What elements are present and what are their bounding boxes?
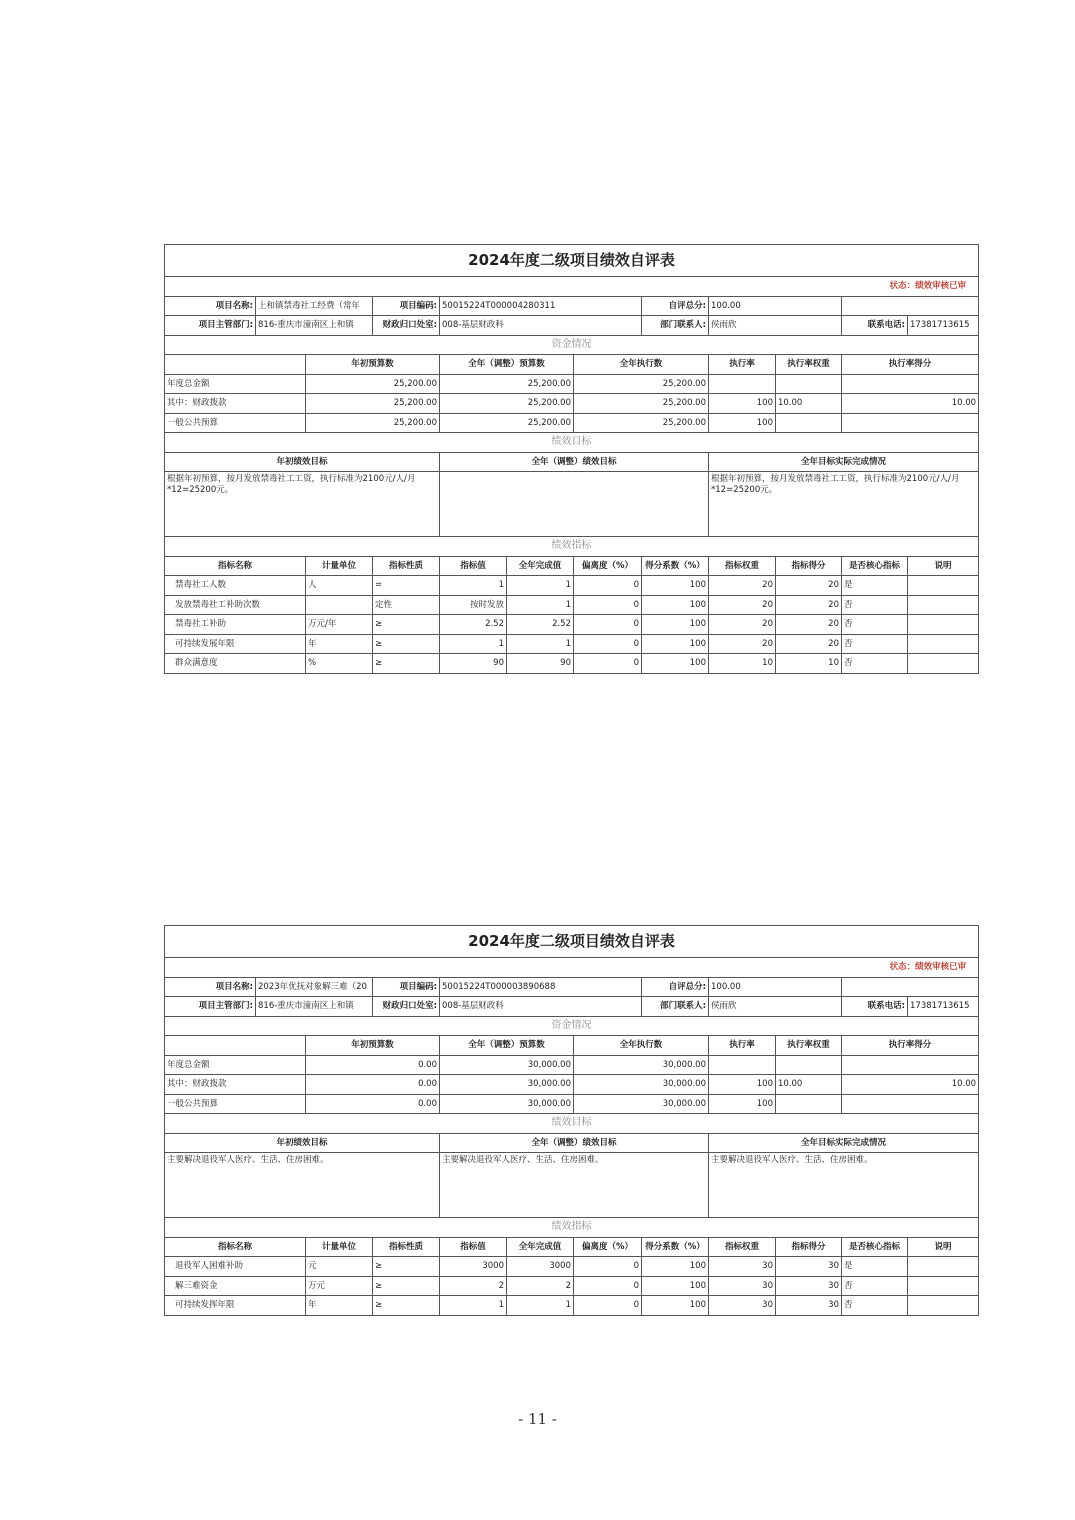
indicator-header: 全年完成值 — [507, 556, 574, 576]
indicator-unit: 年 — [306, 1296, 373, 1316]
indicator-header: 指标名称 — [165, 1237, 306, 1257]
table-row — [165, 1257, 979, 1277]
fund-weight — [776, 1055, 842, 1075]
status-badge: 状态：绩效审核已审 — [165, 277, 979, 297]
contact-label: 部门联系人: — [642, 997, 709, 1017]
indicator-weight: 10 — [709, 654, 776, 674]
indicator-name: 可持续发展年限 — [165, 634, 306, 654]
dept-label: 项目主管部门: — [165, 997, 256, 1017]
indicator-note — [908, 1276, 979, 1296]
indicator-header: 是否核心指标 — [842, 556, 908, 576]
indicator-core: 否 — [842, 595, 908, 615]
fund-score — [842, 1055, 979, 1075]
fund-weight — [776, 1094, 842, 1114]
goal-header: 年初绩效目标 — [165, 452, 440, 472]
dept-value: 816-重庆市潼南区上和镇 — [256, 316, 373, 336]
evaluation-sheet-1 — [164, 244, 979, 674]
indicator-name: 群众满意度 — [165, 654, 306, 674]
indicator-name: 解三难资金 — [165, 1276, 306, 1296]
fund-weight: 10.00 — [776, 394, 842, 414]
indicator-weight: 20 — [709, 576, 776, 596]
indicator-done: 1 — [507, 576, 574, 596]
contact-label: 部门联系人: — [642, 316, 709, 336]
goal-header: 全年目标实际完成情况 — [709, 452, 979, 472]
fund-rate: 100 — [709, 413, 776, 433]
indicator-unit — [306, 595, 373, 615]
project-code-label: 项目编码: — [373, 977, 440, 997]
fund-row — [165, 374, 979, 394]
fund-executed: 30,000.00 — [574, 1094, 709, 1114]
indicator-header: 说明 — [908, 1237, 979, 1257]
fund-row-label: 一般公共预算 — [165, 1094, 306, 1114]
indicator-name: 退役军人困难补助 — [165, 1257, 306, 1277]
goal-initial: 根据年初预算，按月发放禁毒社工工资，执行标准为2100元/人/月*12=25200元。 — [165, 472, 440, 537]
fund-score — [842, 413, 979, 433]
indicator-unit: 万元 — [306, 1276, 373, 1296]
indicator-header: 指标权重 — [709, 556, 776, 576]
goal-adjusted — [440, 472, 709, 537]
fund-initial: 25,200.00 — [306, 394, 440, 414]
indicator-header: 说明 — [908, 556, 979, 576]
goal-header: 全年目标实际完成情况 — [709, 1133, 979, 1153]
table-row — [165, 615, 979, 635]
phone-label: 联系电话: — [842, 316, 908, 336]
goal-header: 全年（调整）绩效目标 — [440, 452, 709, 472]
indicator-score: 30 — [776, 1257, 842, 1277]
indicator-coef: 100 — [642, 576, 709, 596]
indicator-unit: 元 — [306, 1257, 373, 1277]
project-name-label: 项目名称: — [165, 977, 256, 997]
empty-cell — [165, 355, 306, 375]
indicator-nature: ≥ — [373, 1276, 440, 1296]
indicator-weight: 20 — [709, 615, 776, 635]
indicator-target: 3000 — [440, 1257, 507, 1277]
fund-initial: 0.00 — [306, 1075, 440, 1095]
indicator-core: 否 — [842, 654, 908, 674]
indicator-header: 指标值 — [440, 1237, 507, 1257]
fund-header: 全年执行数 — [574, 1036, 709, 1056]
fund-adjusted: 30,000.00 — [440, 1075, 574, 1095]
total-score-value: 100.00 — [709, 977, 842, 997]
indicator-done: 1 — [507, 595, 574, 615]
indicator-coef: 100 — [642, 615, 709, 635]
dept-value: 816-重庆市潼南区上和镇 — [256, 997, 373, 1017]
indicator-core: 否 — [842, 1276, 908, 1296]
fund-initial: 0.00 — [306, 1094, 440, 1114]
indicator-dev: 0 — [574, 615, 642, 635]
table-row — [165, 634, 979, 654]
indicator-header: 偏离度（%） — [574, 556, 642, 576]
fund-initial: 0.00 — [306, 1055, 440, 1075]
indicator-coef: 100 — [642, 654, 709, 674]
fund-score: 10.00 — [842, 1075, 979, 1095]
phone-label: 联系电话: — [842, 997, 908, 1017]
fund-row — [165, 394, 979, 414]
fund-executed: 25,200.00 — [574, 413, 709, 433]
indicator-done: 2 — [507, 1276, 574, 1296]
fund-header: 执行率 — [709, 355, 776, 375]
indicator-nature: ≥ — [373, 654, 440, 674]
indicator-nature: ≥ — [373, 634, 440, 654]
indicator-name: 可持续发挥年限 — [165, 1296, 306, 1316]
indicator-unit: 万元/年 — [306, 615, 373, 635]
indicator-core: 否 — [842, 634, 908, 654]
indicator-weight: 30 — [709, 1296, 776, 1316]
indicator-target: 1 — [440, 634, 507, 654]
indicator-core: 是 — [842, 576, 908, 596]
fund-adjusted: 30,000.00 — [440, 1055, 574, 1075]
empty-cell — [842, 296, 979, 316]
fund-initial: 25,200.00 — [306, 413, 440, 433]
total-score-value: 100.00 — [709, 296, 842, 316]
indicator-header: 是否核心指标 — [842, 1237, 908, 1257]
table-row — [165, 654, 979, 674]
fund-section-title: 资金情况 — [165, 1016, 979, 1036]
indicator-done: 1 — [507, 634, 574, 654]
table-row — [165, 595, 979, 615]
fund-initial: 25,200.00 — [306, 374, 440, 394]
indicator-dev: 0 — [574, 576, 642, 596]
contact-value: 侯雨欣 — [709, 997, 842, 1017]
indicator-header: 指标性质 — [373, 556, 440, 576]
project-name-value: 上和镇禁毒社工经费（常年 — [256, 296, 373, 316]
indicator-core: 是 — [842, 1257, 908, 1277]
fund-header: 执行率 — [709, 1036, 776, 1056]
dept-label: 项目主管部门: — [165, 316, 256, 336]
indicator-header: 指标权重 — [709, 1237, 776, 1257]
goal-section-title: 绩效目标 — [165, 1114, 979, 1134]
indicator-dev: 0 — [574, 634, 642, 654]
evaluation-sheet-2 — [164, 925, 979, 1316]
fund-score — [842, 374, 979, 394]
empty-cell — [842, 977, 979, 997]
indicator-done: 3000 — [507, 1257, 574, 1277]
fund-rate — [709, 1055, 776, 1075]
indicator-core: 否 — [842, 615, 908, 635]
fund-adjusted: 25,200.00 — [440, 374, 574, 394]
fund-score — [842, 1094, 979, 1114]
phone-value: 17381713615 — [908, 316, 979, 336]
indicator-dev: 0 — [574, 654, 642, 674]
indicator-note — [908, 615, 979, 635]
fund-executed: 30,000.00 — [574, 1075, 709, 1095]
fund-header: 执行率得分 — [842, 355, 979, 375]
project-code-value: 50015224T000004280311 — [440, 296, 642, 316]
fund-rate: 100 — [709, 1075, 776, 1095]
indicator-header: 偏离度（%） — [574, 1237, 642, 1257]
fund-header: 全年执行数 — [574, 355, 709, 375]
indicator-section-title: 绩效指标 — [165, 1218, 979, 1238]
project-code-label: 项目编码: — [373, 296, 440, 316]
indicator-name: 禁毒社工人数 — [165, 576, 306, 596]
total-score-label: 自评总分: — [642, 977, 709, 997]
indicator-dev: 0 — [574, 1257, 642, 1277]
indicator-score: 20 — [776, 576, 842, 596]
sheet-title: 2024年度二级项目绩效自评表 — [165, 926, 979, 958]
indicator-unit: 人 — [306, 576, 373, 596]
project-name-value: 2023年优抚对象解三难（20 — [256, 977, 373, 997]
phone-value: 17381713615 — [908, 997, 979, 1017]
indicator-dev: 0 — [574, 1276, 642, 1296]
fund-header: 全年（调整）预算数 — [440, 1036, 574, 1056]
indicator-target: 2 — [440, 1276, 507, 1296]
fund-adjusted: 25,200.00 — [440, 394, 574, 414]
indicator-done: 2.52 — [507, 615, 574, 635]
fund-row-label: 一般公共预算 — [165, 413, 306, 433]
indicator-target: 按时发放 — [440, 595, 507, 615]
indicator-header: 指标性质 — [373, 1237, 440, 1257]
indicator-nature: ≥ — [373, 1257, 440, 1277]
indicator-weight: 30 — [709, 1257, 776, 1277]
fund-section-title: 资金情况 — [165, 335, 979, 355]
fund-header: 执行率权重 — [776, 355, 842, 375]
fund-header: 年初预算数 — [306, 1036, 440, 1056]
contact-value: 侯雨欣 — [709, 316, 842, 336]
indicator-weight: 30 — [709, 1276, 776, 1296]
indicator-target: 1 — [440, 1296, 507, 1316]
indicator-weight: 20 — [709, 595, 776, 615]
indicator-score: 30 — [776, 1276, 842, 1296]
indicator-note — [908, 634, 979, 654]
fund-executed: 30,000.00 — [574, 1055, 709, 1075]
fund-rate: 100 — [709, 1094, 776, 1114]
indicator-name: 发放禁毒社工补助次数 — [165, 595, 306, 615]
fund-score: 10.00 — [842, 394, 979, 414]
indicator-section-title: 绩效指标 — [165, 537, 979, 557]
empty-cell — [165, 1036, 306, 1056]
indicator-header: 指标得分 — [776, 1237, 842, 1257]
indicator-header: 指标值 — [440, 556, 507, 576]
fund-executed: 25,200.00 — [574, 374, 709, 394]
fund-executed: 25,200.00 — [574, 394, 709, 414]
indicator-dev: 0 — [574, 595, 642, 615]
table-row — [165, 1296, 979, 1316]
indicator-note — [908, 654, 979, 674]
goal-actual: 主要解决退役军人医疗、生活、住房困难。 — [709, 1153, 979, 1218]
fund-row — [165, 1055, 979, 1075]
indicator-score: 30 — [776, 1296, 842, 1316]
indicator-header: 得分系数（%） — [642, 1237, 709, 1257]
indicator-nature: 定性 — [373, 595, 440, 615]
goal-adjusted: 主要解决退役军人医疗、生活、住房困难。 — [440, 1153, 709, 1218]
fund-row-label: 其中：财政拨款 — [165, 394, 306, 414]
indicator-coef: 100 — [642, 1276, 709, 1296]
indicator-note — [908, 1257, 979, 1277]
goal-header: 年初绩效目标 — [165, 1133, 440, 1153]
project-name-label: 项目名称: — [165, 296, 256, 316]
table-row — [165, 576, 979, 596]
sheet-title: 2024年度二级项目绩效自评表 — [165, 245, 979, 277]
goal-section-title: 绩效目标 — [165, 433, 979, 453]
fund-row-label: 年度总金额 — [165, 1055, 306, 1075]
page-number: - 11 - — [518, 1410, 557, 1428]
fund-adjusted: 30,000.00 — [440, 1094, 574, 1114]
goal-initial: 主要解决退役军人医疗、生活、住房困难。 — [165, 1153, 440, 1218]
indicator-note — [908, 576, 979, 596]
fund-adjusted: 25,200.00 — [440, 413, 574, 433]
goal-header: 全年（调整）绩效目标 — [440, 1133, 709, 1153]
table-row — [165, 1276, 979, 1296]
finance-office-value: 008-基层财政科 — [440, 997, 642, 1017]
indicator-header: 计量单位 — [306, 1237, 373, 1257]
indicator-weight: 20 — [709, 634, 776, 654]
fund-header: 执行率权重 — [776, 1036, 842, 1056]
indicator-dev: 0 — [574, 1296, 642, 1316]
indicator-header: 全年完成值 — [507, 1237, 574, 1257]
indicator-coef: 100 — [642, 595, 709, 615]
fund-row — [165, 1075, 979, 1095]
fund-row — [165, 413, 979, 433]
indicator-header: 指标名称 — [165, 556, 306, 576]
indicator-done: 1 — [507, 1296, 574, 1316]
indicator-target: 2.52 — [440, 615, 507, 635]
indicator-name: 禁毒社工补助 — [165, 615, 306, 635]
indicator-nature: ≥ — [373, 615, 440, 635]
indicator-header: 得分系数（%） — [642, 556, 709, 576]
indicator-nature: ≥ — [373, 1296, 440, 1316]
indicator-core: 否 — [842, 1296, 908, 1316]
fund-header: 执行率得分 — [842, 1036, 979, 1056]
fund-weight: 10.00 — [776, 1075, 842, 1095]
indicator-nature: = — [373, 576, 440, 596]
indicator-coef: 100 — [642, 634, 709, 654]
indicator-score: 20 — [776, 634, 842, 654]
indicator-score: 20 — [776, 615, 842, 635]
indicator-note — [908, 595, 979, 615]
finance-office-label: 财政归口处室: — [373, 997, 440, 1017]
fund-rate — [709, 374, 776, 394]
fund-header: 全年（调整）预算数 — [440, 355, 574, 375]
indicator-done: 90 — [507, 654, 574, 674]
total-score-label: 自评总分: — [642, 296, 709, 316]
indicator-header: 指标得分 — [776, 556, 842, 576]
indicator-header: 计量单位 — [306, 556, 373, 576]
fund-row-label: 其中：财政拨款 — [165, 1075, 306, 1095]
indicator-target: 1 — [440, 576, 507, 596]
fund-weight — [776, 413, 842, 433]
indicator-unit: 年 — [306, 634, 373, 654]
fund-rate: 100 — [709, 394, 776, 414]
indicator-score: 20 — [776, 595, 842, 615]
fund-row — [165, 1094, 979, 1114]
indicator-score: 10 — [776, 654, 842, 674]
indicator-note — [908, 1296, 979, 1316]
status-badge: 状态：绩效审核已审 — [165, 958, 979, 978]
fund-row-label: 年度总金额 — [165, 374, 306, 394]
fund-weight — [776, 374, 842, 394]
finance-office-value: 008-基层财政科 — [440, 316, 642, 336]
goal-actual: 根据年初预算，按月发放禁毒社工工资，执行标准为2100元/人/月*12=25200元。 — [709, 472, 979, 537]
indicator-coef: 100 — [642, 1257, 709, 1277]
indicator-unit: % — [306, 654, 373, 674]
finance-office-label: 财政归口处室: — [373, 316, 440, 336]
project-code-value: 50015224T000003890688 — [440, 977, 642, 997]
indicator-target: 90 — [440, 654, 507, 674]
indicator-coef: 100 — [642, 1296, 709, 1316]
fund-header: 年初预算数 — [306, 355, 440, 375]
